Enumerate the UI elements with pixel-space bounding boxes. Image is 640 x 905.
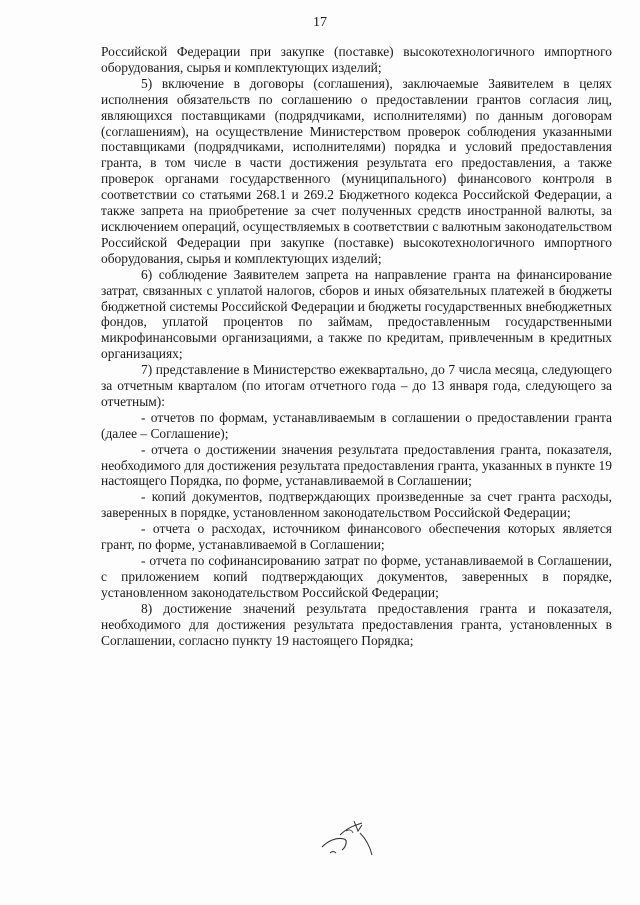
paragraph-item-5: 5) включение в договоры (соглашения), заключаемые Заявителем в целях исполнения обязательств по соглашению о предоставлении грантов согласия лиц, являющихся поставщиками (подрядчиками, исполнителями) по данным договорам (соглашениям), на осуществление Министерством проверок соблюдения указанными поставщиками (подрядчиками, исполнителями) порядка и условий предоставления гранта, в том числе в части достижения результата его предоставления, а также проверок органами государственного (муниципального) финансового контроля в соответствии со статьями 268.1 и 269.2 Бюджетного кодекса Российской Федерации, а также запрета на приобретение за счет полученных средств иностранной валюты, за исключением операций, осуществляемых в соответствии с валютным законодательством Российской Федерации при закупке (поставке) высокотехнологичного импортного оборудования, сырья и комплектующих изделий;	[101, 75, 612, 266]
paragraph-item-8: 8) достижение значений результата предоставления гранта и показателя, необходимого для достижения результата предоставления гранта, установленных в Соглашении, согласно пункту 19 настоящего Порядка;	[101, 600, 612, 648]
list-item-result-report: - отчета о достижении значения результата предоставления гранта, показателя, необходимого для достижения результата предоставления гранта, указанных в пункте 19 настоящего Порядка, по форме, устанавливаемой в Соглашении;	[101, 441, 612, 489]
document-text	[101, 44, 612, 648]
list-item-document-copies: - копий документов, подтверждающих произведенные за счет гранта расходы, заверенных в порядке, установленном законодательством Российской Федерации;	[101, 489, 612, 521]
list-item-cofinancing-report: - отчета по софинансированию затрат по форме, устанавливаемой в Соглашении, с приложением копий подтверждающих документов, заверенных в порядке, установленном законодательством Российской Федерации;	[101, 553, 612, 600]
page-number: 17	[313, 15, 327, 30]
paragraph-continuation: Российской Федерации при закупке (поставке) высокотехнологичного импортного оборудования, сырья и комплектующих изделий;	[101, 44, 612, 75]
paragraph-item-6: 6) соблюдение Заявителем запрета на направление гранта на финансирование затрат, связанных с уплатой налогов, сборов и иных обязательных платежей в бюджеты бюджетной системы Российской Федерации и бюджеты государственных внебюджетных фондов, уплатой процентов по займам, предоставленным государственными микрофинансовыми организациями, а также по кредитам, привлеченным в кредитных организациях;	[101, 266, 612, 362]
handwritten-signature	[318, 817, 382, 859]
list-item-reports: - отчетов по формам, устанавливаемым в соглашении о предоставлении гранта (далее – Соглашение);	[101, 409, 612, 441]
paragraph-item-7: 7) представление в Министерство ежеквартально, до 7 числа месяца, следующего за отчетным кварталом (по итогам отчетного года – до 13 января года, следующего за отчетным):	[101, 362, 612, 409]
list-item-expense-report: - отчета о расходах, источником финансового обеспечения которых является грант, по форме, устанавливаемой в Соглашении;	[101, 521, 612, 553]
